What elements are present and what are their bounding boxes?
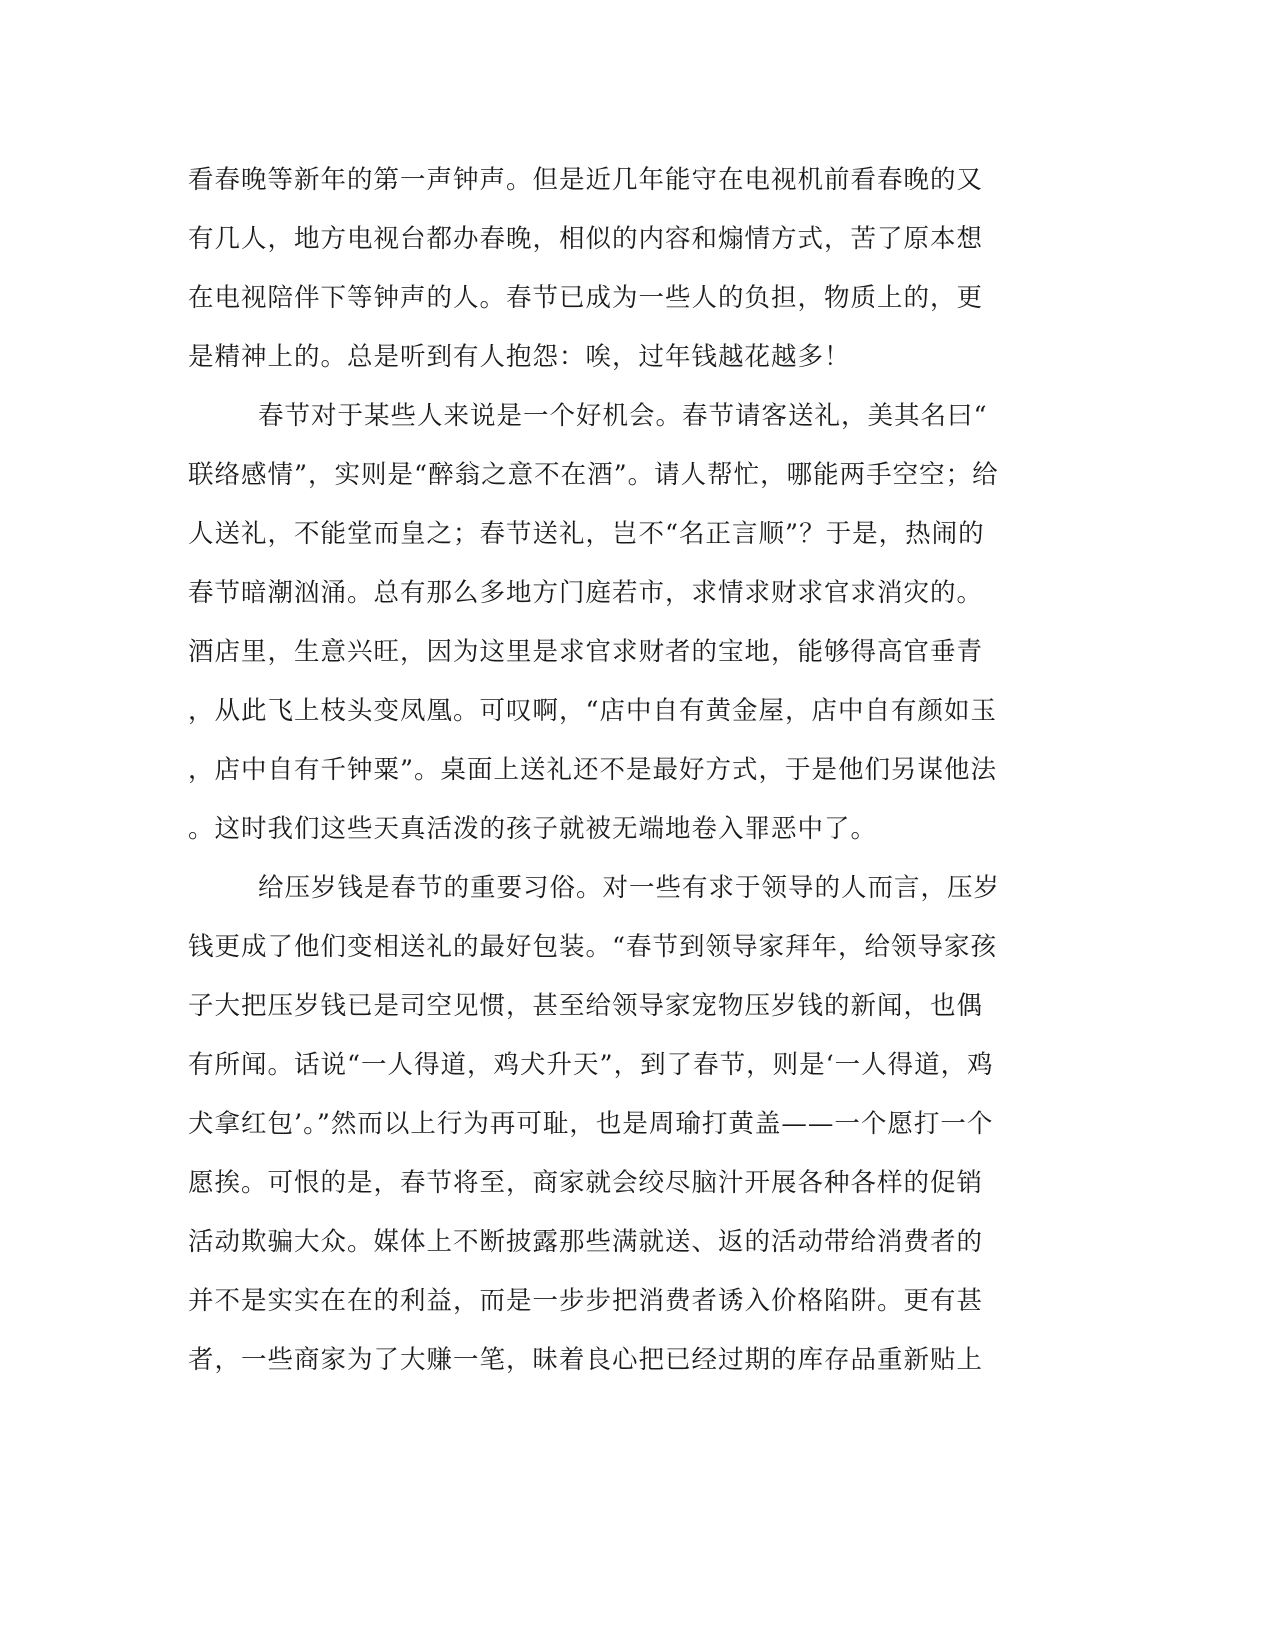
text-line: 并不是实实在在的利益，而是一步步把消费者诱入价格陷阱。更有甚	[188, 1286, 984, 1316]
text-line: 人送礼，不能堂而皇之；春节送礼，岂不“名正言顺”？于是，热闹的	[188, 519, 985, 549]
text-line: 活动欺骗大众。媒体上不断披露那些满就送、返的活动带给消费者的	[188, 1227, 984, 1257]
text-line: ，店中自有千钟粟”。桌面上送礼还不是最好方式，于是他们另谋他法	[188, 755, 998, 785]
text-line: 钱更成了他们变相送礼的最好包装。“春节到领导家拜年，给领导家孩	[188, 932, 998, 962]
text-line: 有几人，地方电视台都办春晚，相似的内容和煽情方式，苦了原本想	[188, 224, 984, 254]
text-line: ，从此飞上枝头变凤凰。可叹啊，“店中自有黄金屋，店中自有颜如玉	[188, 696, 998, 726]
text-line: 是精神上的。总是听到有人抱怨：唉，过年钱越花越多！	[188, 342, 851, 372]
text-line: 犬拿红包’。”然而以上行为再可耻，也是周瑜打黄盖——一个愿打一个	[188, 1109, 994, 1139]
paragraph-start-line: 春节对于某些人来说是一个好机会。春节请客送礼，美其名曰“	[258, 401, 988, 431]
text-line: 看春晚等新年的第一声钟声。但是近几年能守在电视机前看春晚的又	[188, 165, 984, 195]
text-line: 有所闻。话说“一人得道，鸡犬升天”，到了春节，则是‘一人得道，鸡	[188, 1050, 994, 1080]
text-line: 酒店里，生意兴旺，因为这里是求官求财者的宝地，能够得高官垂青	[188, 637, 984, 667]
text-line: 在电视陪伴下等钟声的人。春节已成为一些人的负担，物质上的，更	[188, 283, 984, 313]
text-line: 。这时我们这些天真活泼的孩子就被无端地卷入罪恶中了。	[188, 814, 878, 844]
text-line: 联络感情”，实则是“醉翁之意不在酒”。请人帮忙，哪能两手空空；给	[188, 460, 999, 490]
text-line: 子大把压岁钱已是司空见惯，甚至给领导家宠物压岁钱的新闻，也偶	[188, 991, 984, 1021]
paragraph-start-line: 给压岁钱是春节的重要习俗。对一些有求于领导的人而言，压岁	[258, 873, 1001, 903]
text-line: 者，一些商家为了大赚一笔，昧着良心把已经过期的库存品重新贴上	[188, 1345, 984, 1375]
text-line: 春节暗潮汹涌。总有那么多地方门庭若市，求情求财求官求消灾的。	[188, 578, 984, 608]
text-line: 愿挨。可恨的是，春节将至，商家就会绞尽脑汁开展各种各样的促销	[188, 1168, 984, 1198]
